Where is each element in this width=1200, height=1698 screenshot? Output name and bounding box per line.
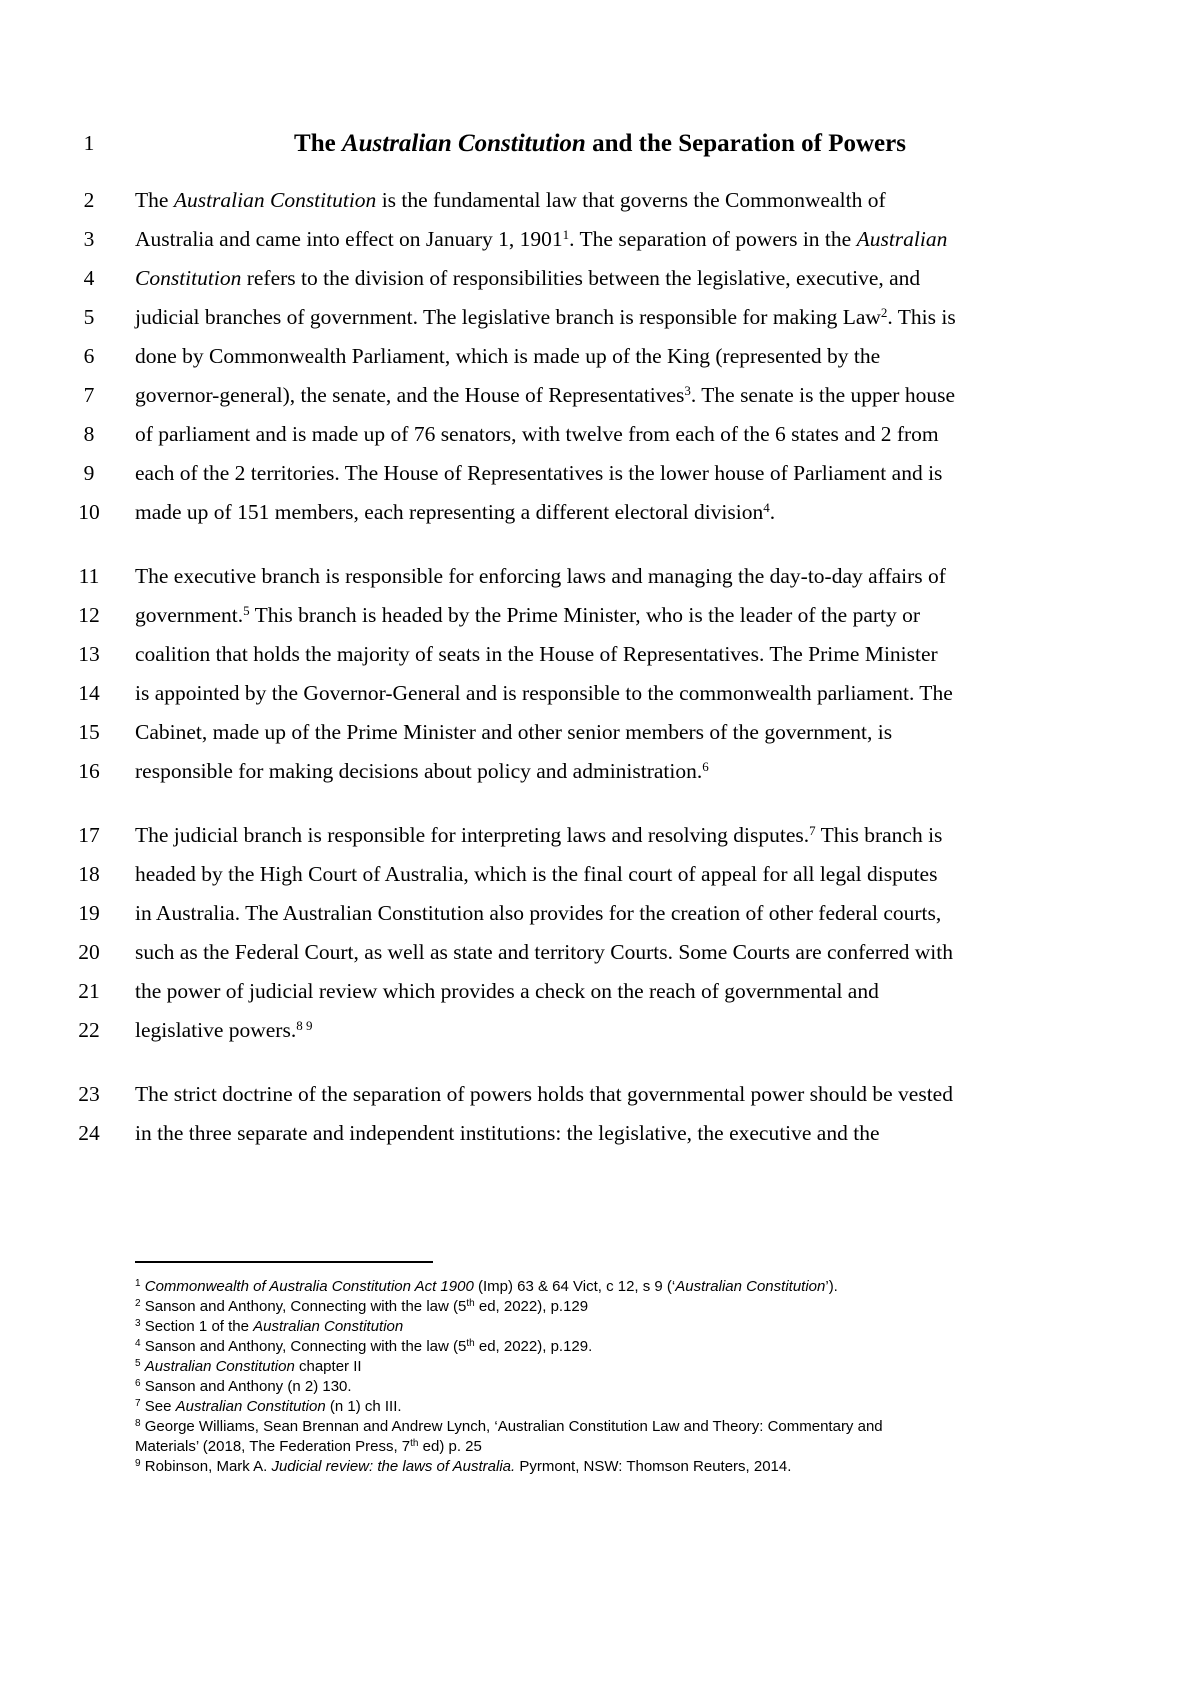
line-text: The Australian Constitution is the fundamental law that governs the Commonwealth of [135,188,886,212]
line-text: Constitution refers to the division of responsibilities between the legislative, executive, and [135,266,921,290]
footnote: $^9$ Robinson, Mark A. Judicial review: the laws of Australia. Pyrmont, NSW: Thomson Reuters, 2014. [135,1458,792,1475]
line-number: 8 [83,422,95,446]
line-number: 18 [78,862,100,886]
line-text: Australia and came into effect on January 1, 1901$^1$. The separation of powers in the Australian [135,226,948,251]
line-text: The strict doctrine of the separation of powers holds that governmental power should be vested [135,1082,953,1106]
line-number: 12 [78,603,100,627]
line-number: 2 [83,188,95,212]
line-text: judicial branches of government. The legislative branch is responsible for making Law$^2$. This is [135,304,956,329]
line-text: governor-general), the senate, and the House of Representatives$^3$. The senate is the upper house [135,382,956,407]
text-line [0,1113,1200,1154]
footnote-number: 9 [135,1458,141,1469]
text-line [0,297,1200,338]
footnote-number: 1 [135,1278,141,1289]
text-line [0,375,1200,416]
line-text: in the three separate and independent institutions: the legislative, the executive and the [135,1121,880,1145]
footnote-number: 3 [135,1318,141,1329]
text-line [0,634,1200,675]
footnote: $^2$ Sanson and Anthony, Connecting with the law (5th ed, 2022), p.129 [135,1298,589,1315]
text-line [0,1010,1200,1051]
footnote-number: 6 [135,1378,141,1389]
footnote-separator [135,1261,433,1263]
line-text: legislative powers.$^{8 9}$ [135,1017,313,1042]
line-number: 10 [78,500,100,524]
footnote-ref: 4 [763,499,770,515]
line-number: 5 [83,305,95,329]
text-line [0,815,1200,856]
text-line [0,492,1200,533]
footnote-ref: 8 9 [296,1017,313,1033]
text-line [0,893,1200,934]
line-text: of parliament and is made up of 76 senators, with twelve from each of the 6 states and 2 from [135,422,939,446]
line-number: 17 [78,823,100,847]
line-number: 24 [78,1121,100,1145]
footnote: $^1$ Commonwealth of Australia Constitution Act 1900 (Imp) 63 & 64 Vict, c 12, s 9 (‘Australian Constitution’). [135,1278,838,1295]
line-number: 23 [78,1082,100,1106]
footnote: $^6$ Sanson and Anthony (n 2) 130. [135,1378,352,1395]
line-number: 19 [78,901,100,925]
line-number: 4 [83,266,95,290]
title-text: The Australian Constitution and the Separation of Powers [294,130,906,157]
footnote-number: 2 [135,1298,141,1309]
line-text: responsible for making decisions about policy and administration.$^6$ [135,758,709,783]
text-line [0,712,1200,753]
text-line [0,453,1200,494]
line-text: done by Commonwealth Parliament, which is made up of the King (represented by the [135,344,881,368]
line-number: 21 [78,979,100,1003]
line-text: headed by the High Court of Australia, which is the final court of appeal for all legal disputes [135,862,938,886]
line-number: 14 [78,681,100,705]
footnote-ref: 5 [243,602,250,618]
footnote: $^3$ Section 1 of the Australian Constitution [135,1318,404,1335]
line-text: is appointed by the Governor-General and is responsible to the commonwealth parliament. The [135,681,953,705]
text-line [0,932,1200,973]
text-line [0,595,1200,636]
line-text: the power of judicial review which provides a check on the reach of governmental and [135,979,879,1003]
line-text: The executive branch is responsible for enforcing laws and managing the day-to-day affairs of [135,564,946,588]
text-line [0,854,1200,895]
page-title [0,123,1200,164]
footnote: $^8$ George Williams, Sean Brennan and Andrew Lynch, ‘Australian Constitution Law and Theory: Commentary and [135,1418,883,1435]
line-number: 15 [78,720,100,744]
line-number: 9 [83,461,95,485]
footnote-number: 8 [135,1418,141,1429]
text-line [0,1074,1200,1115]
line-number: 3 [83,227,95,251]
text-line [0,414,1200,455]
footnote-ref: 7 [809,822,816,838]
footnote-ref: 3 [684,382,691,398]
footnote-ref: 2 [880,304,888,320]
text-line [0,673,1200,714]
text-line [0,219,1200,260]
line-text: The judicial branch is responsible for interpreting laws and resolving disputes.$^7$ This branch is [135,822,943,847]
line-text: made up of 151 members, each representing a different electoral division$^4$. [135,499,776,524]
footnote: $^5$ Australian Constitution chapter II [135,1358,362,1375]
text-line [0,751,1200,792]
text-line [0,556,1200,597]
line-number: 11 [78,564,100,588]
line-text: government.$^5$ This branch is headed by the Prime Minister, who is the leader of the party or [135,602,921,627]
line-text: coalition that holds the majority of seats in the House of Representatives. The Prime Minister [135,642,938,666]
text-line [0,180,1200,221]
line-number: 1 [83,131,95,155]
line-text: in Australia. The Australian Constitution also provides for the creation of other federal courts, [135,901,942,925]
footnote: $^4$ Sanson and Anthony, Connecting with the law (5th ed, 2022), p.129. [135,1338,593,1355]
line-number: 16 [78,759,100,783]
footnote: $^7$ See Australian Constitution (n 1) ch III. [135,1398,402,1415]
footnote-ref: 6 [702,758,709,774]
line-text: Cabinet, made up of the Prime Minister and other senior members of the government, is [135,720,893,744]
text-line [0,258,1200,299]
line-number: 7 [83,383,95,407]
text-line [0,971,1200,1012]
line-number: 6 [83,344,95,368]
text-line [0,336,1200,377]
footnote-number: 5 [135,1358,141,1369]
line-text: such as the Federal Court, as well as state and territory Courts. Some Courts are conferred with [135,940,953,964]
line-number: 22 [78,1018,100,1042]
footnote-continuation: Materials’ (2018, The Federation Press, 7th ed) p. 25 [135,1438,482,1455]
line-number: 20 [78,940,100,964]
line-number: 13 [78,642,100,666]
footnote-ref: 1 [562,226,570,242]
footnote-number: 7 [135,1398,141,1409]
footnote-number: 4 [135,1338,141,1349]
line-text: each of the 2 territories. The House of Representatives is the lower house of Parliament and is [135,461,943,485]
